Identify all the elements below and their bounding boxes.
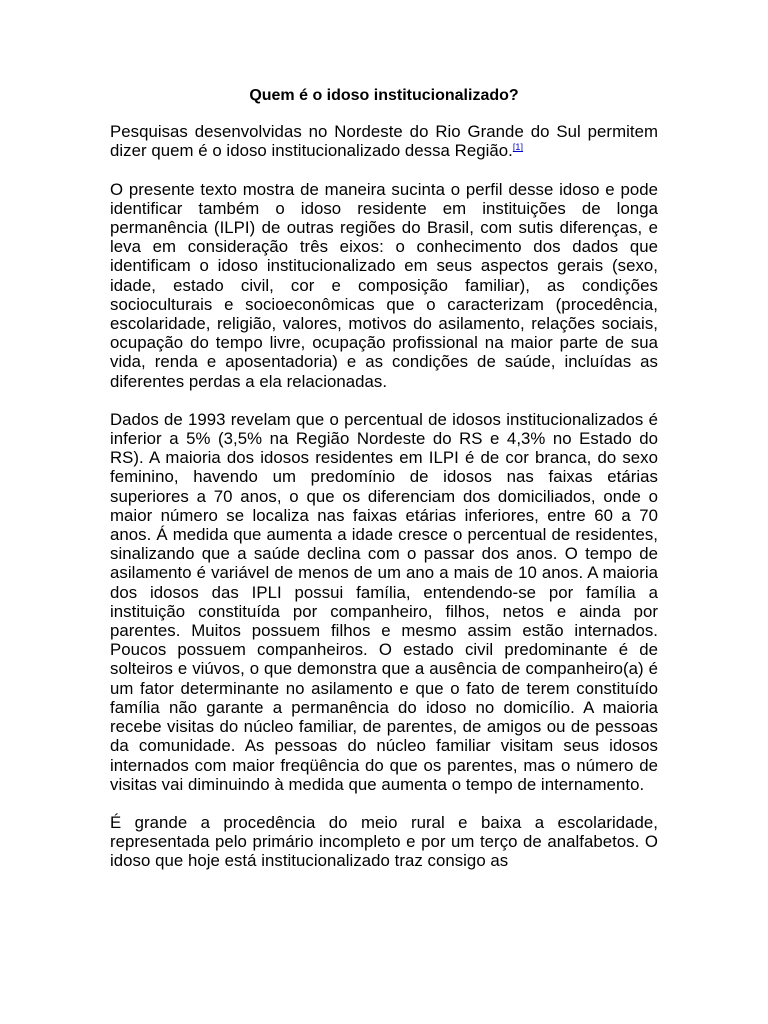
paragraph-2: O presente texto mostra de maneira sucinta o perfil desse idoso e pode identificar também o idoso residente em instituições de longa permanência (ILPI) de outras regiões do Brasil, com sutis diferenças, e leva em consideração três eixos: o conhecimento dos dados que identificam o idoso institucionalizado em seus aspectos gerais (sexo, idade, estado civil, cor e composição familiar), as condições socioculturais e socioeconômicas que o caracterizam (procedência, escolaridade, religião, valores, motivos do asilamento, relações sociais, ocupação do tempo livre, ocupação profissional na maior parte de sua vida, renda e aposentadoria) e as condições de saúde, incluídas as diferentes perdas a ela relacionadas. — [110, 179, 658, 391]
document-title: Quem é o idoso institucionalizado? — [249, 87, 519, 104]
paragraph-4: É grande a procedência do meio rural e baixa a escolaridade, representada pelo primário incompleto e por um terço de analfabetos. O idoso que hoje está institucionalizado traz consigo as — [110, 812, 658, 871]
document-page — [110, 86, 658, 890]
paragraph-1-text: Pesquisas desenvolvidas no Nordeste do Rio Grande do Sul permitem dizer quem é o idoso institucionalizado dessa Região. — [110, 122, 658, 161]
footnote-link[interactable]: [1] — [512, 142, 524, 153]
paragraph-3: Dados de 1993 revelam que o percentual de idosos institucionalizados é inferior a 5% (3,5% na Região Nordeste do RS e 4,3% no Estado do RS). A maioria dos idosos residentes em ILPI é de cor branca, do sexo feminino, havendo um predomínio de idosos nas faixas etárias superiores a 70 anos, o que os diferenciam dos domiciliados, onde o maior número se localiza nas faixas etárias inferiores, entre 60 a 70 anos. Á medida que aumenta a idade cresce o percentual de residentes, sinalizando que a saúde declina com o passar dos anos. O tempo de asilamento é variável de menos de um ano a mais de 10 anos. A maioria dos idosos das IPLI possui família, entendendo-se por família a instituição constituída por companheiro, filhos, netos e ainda por parentes. Muitos possuem filhos e mesmo assim estão internados. Poucos possuem companheiros. O estado civil predominante é de solteiros e viúvos, o que demonstra que a ausência de companheiro(a) é um fator determinante no asilamento e que o fato de terem constituído família não garante a permanência do idoso no domicílio. A maioria recebe visitas do núcleo familiar, de parentes, de amigos ou de pessoas da comunidade. As pessoas do núcleo familiar visitam seus idosos internados com maior freqüência do que os parentes, mas o número de visitas vai diminuindo à medida que aumenta o tempo de internamento. — [110, 409, 658, 794]
paragraph-1 — [110, 122, 658, 160]
